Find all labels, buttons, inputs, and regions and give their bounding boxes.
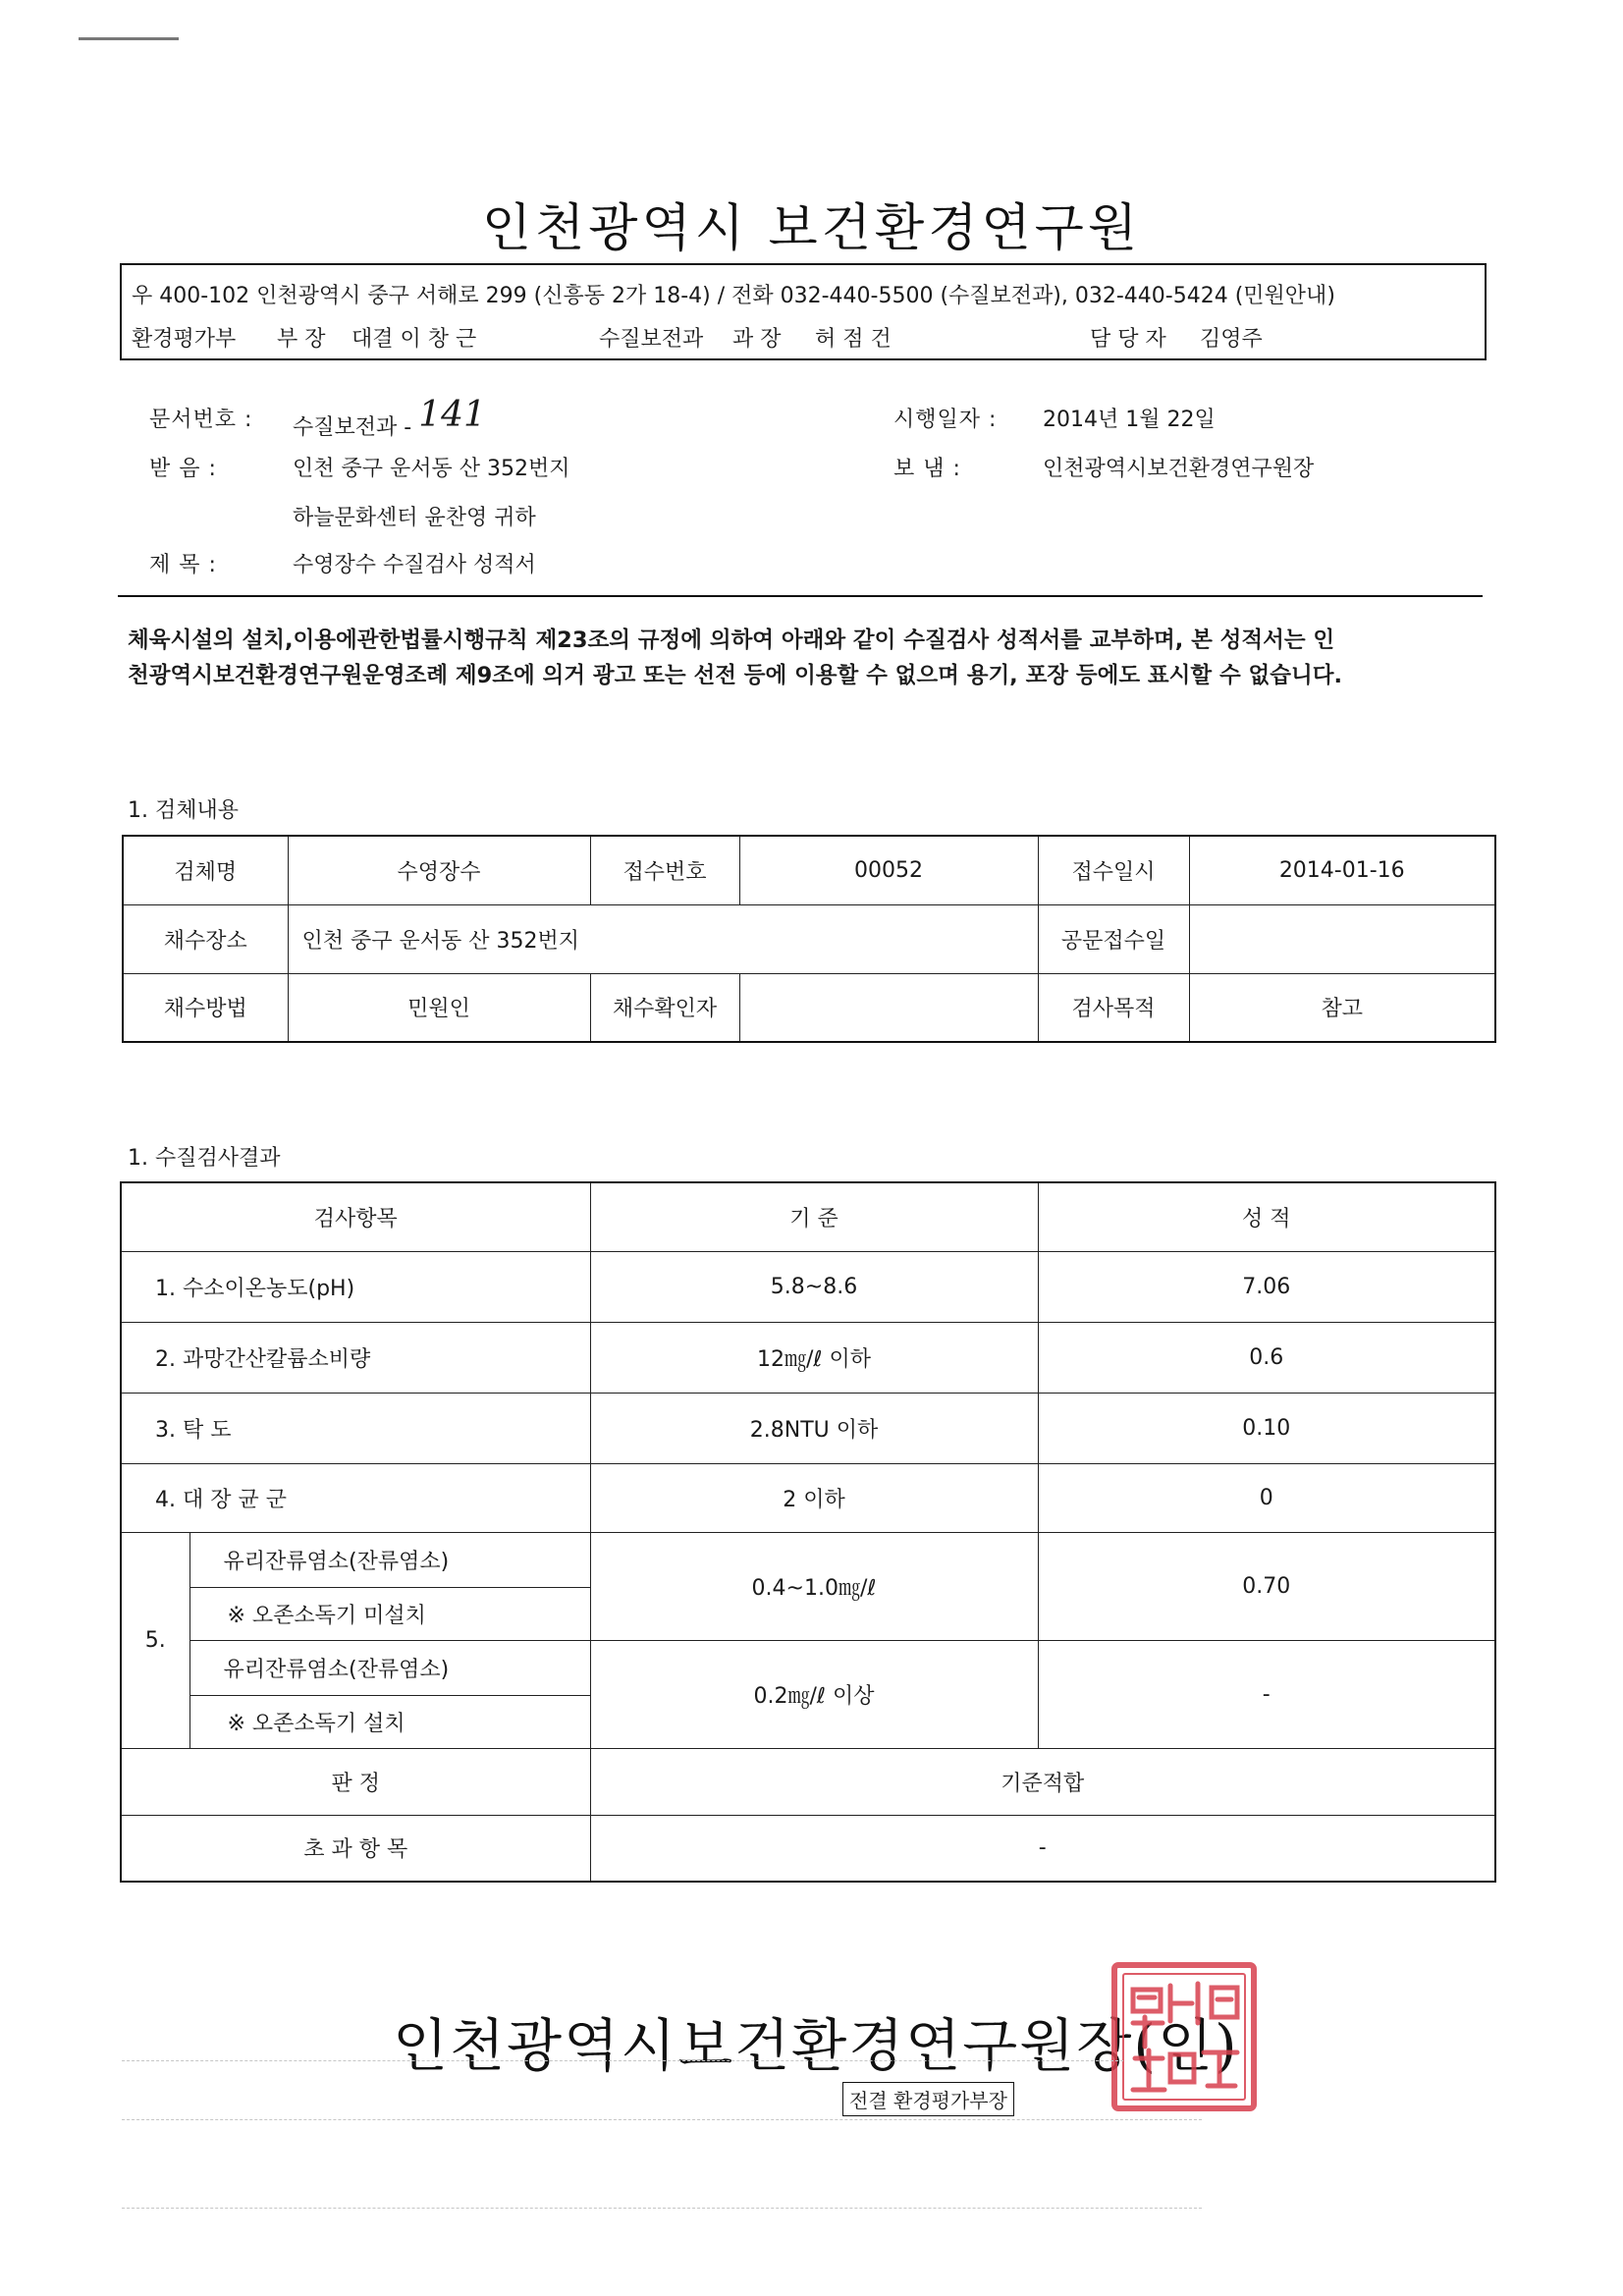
legal-notice bbox=[128, 623, 1483, 693]
subject: 수영장수 수질검사 성적서 bbox=[293, 553, 536, 577]
confirmer bbox=[739, 973, 1038, 1042]
table-row bbox=[123, 904, 1495, 973]
result-ph: 7.06 bbox=[1038, 1251, 1495, 1322]
col-standard-header: 기 준 bbox=[590, 1182, 1038, 1251]
sample-section-title: 1. 검체내용 bbox=[128, 798, 239, 823]
purpose-label: 검사목적 bbox=[1038, 973, 1189, 1042]
standard-chlorine-a: 0.4~1.0㎎/ℓ bbox=[590, 1532, 1038, 1640]
item-chlorine-b: 유리잔류염소(잔류염소) bbox=[189, 1640, 590, 1695]
faint-line bbox=[122, 2208, 1202, 2210]
sample-name: 수영장수 bbox=[288, 836, 590, 904]
faint-line bbox=[122, 2119, 1202, 2121]
row5-number: 5. bbox=[121, 1532, 189, 1748]
judgement: 기준적합 bbox=[590, 1748, 1495, 1815]
table-row bbox=[121, 1815, 1495, 1882]
table-row bbox=[121, 1640, 1495, 1695]
approver-name: 대결 이 창 근 bbox=[352, 327, 477, 352]
confirmer-label: 채수확인자 bbox=[590, 973, 739, 1042]
col-result-header: 성 적 bbox=[1038, 1182, 1495, 1251]
method-label: 채수방법 bbox=[123, 973, 288, 1042]
result-kmno4: 0.6 bbox=[1038, 1322, 1495, 1393]
legal-notice-line-2: 천광역시보건환경연구원운영조례 제9조에 의거 광고 또는 선전 등에 이용할 수 없으며 용기, 포장 등에도 표시할 수 없습니다. bbox=[128, 663, 1343, 688]
sender-label: 보 냄 : bbox=[893, 457, 961, 481]
sender: 인천광역시보건환경연구원장 bbox=[1043, 457, 1315, 481]
recipient-name: 하늘문화센터 윤찬영 귀하 bbox=[293, 506, 536, 530]
sample-info-table bbox=[122, 835, 1496, 1043]
effective-date-label: 시행일자 : bbox=[893, 408, 998, 432]
receipt-no: 00052 bbox=[739, 836, 1038, 904]
receipt-date: 2014-01-16 bbox=[1189, 836, 1495, 904]
result-chlorine-b: - bbox=[1038, 1640, 1495, 1748]
divider bbox=[118, 595, 1483, 597]
receipt-date-label: 접수일시 bbox=[1038, 836, 1189, 904]
table-row bbox=[121, 1748, 1495, 1815]
table-row bbox=[123, 973, 1495, 1042]
item-coliform: 4. 대 장 균 군 bbox=[121, 1463, 590, 1532]
site: 인천 중구 운서동 산 352번지 bbox=[288, 904, 1038, 973]
doc-number-prefix: 수질보전과 - bbox=[293, 415, 412, 440]
purpose: 참고 bbox=[1189, 973, 1495, 1042]
exceed: - bbox=[590, 1815, 1495, 1882]
exceed-label: 초 과 항 목 bbox=[121, 1815, 590, 1882]
section-title: 과 장 bbox=[732, 327, 782, 352]
table-row bbox=[121, 1251, 1495, 1322]
result-chlorine-a: 0.70 bbox=[1038, 1532, 1495, 1640]
table-row bbox=[123, 836, 1495, 904]
header-info-box bbox=[120, 263, 1487, 360]
results-section-title: 1. 수질검사결과 bbox=[128, 1146, 281, 1171]
section-dept: 수질보전과 bbox=[599, 327, 704, 352]
judgement-label: 판 정 bbox=[121, 1748, 590, 1815]
page-title: 인천광역시 보건환경연구원 bbox=[481, 199, 1142, 258]
doc-number-label: 문서번호 : bbox=[149, 408, 253, 432]
result-turbidity: 0.10 bbox=[1038, 1393, 1495, 1463]
item-kmno4: 2. 과망간산칼륨소비량 bbox=[121, 1322, 590, 1393]
issuer-name: 인천광역시보건환경연구원장(인) bbox=[393, 2012, 1239, 2079]
table-row bbox=[121, 1463, 1495, 1532]
col-item-header: 검사항목 bbox=[121, 1182, 590, 1251]
results-table bbox=[120, 1181, 1496, 1883]
seal-stamp bbox=[1114, 1965, 1254, 2108]
sample-name-label: 검체명 bbox=[123, 836, 288, 904]
scan-mark bbox=[79, 37, 179, 40]
method: 민원인 bbox=[288, 973, 590, 1042]
recipient-address: 인천 중구 운서동 산 352번지 bbox=[293, 457, 570, 481]
doc-number bbox=[293, 395, 486, 443]
officer-name: 김영주 bbox=[1200, 327, 1263, 352]
officer-title: 담 당 자 bbox=[1090, 327, 1166, 352]
delegate-label: 전결 환경평가부장 bbox=[842, 2082, 1014, 2116]
address-line: 우 400-102 인천광역시 중구 서해로 299 (신흥동 2가 18-4) / 전화 032-440-5500 (수질보전과), 032-440-5424 (민원안내) bbox=[132, 284, 1335, 308]
table-row bbox=[121, 1322, 1495, 1393]
recipient-label: 받 음 : bbox=[149, 457, 217, 481]
standard-kmno4: 12㎎/ℓ 이하 bbox=[590, 1322, 1038, 1393]
approver-dept: 환경평가부 bbox=[132, 327, 237, 352]
note-chlorine-b: ※ 오존소독기 설치 bbox=[189, 1695, 590, 1748]
official-date bbox=[1189, 904, 1495, 973]
table-row bbox=[121, 1393, 1495, 1463]
official-date-label: 공문접수일 bbox=[1038, 904, 1189, 973]
standard-chlorine-b: 0.2㎎/ℓ 이상 bbox=[590, 1640, 1038, 1748]
effective-date: 2014년 1월 22일 bbox=[1043, 408, 1216, 432]
receipt-no-label: 접수번호 bbox=[590, 836, 739, 904]
standard-ph: 5.8~8.6 bbox=[590, 1251, 1038, 1322]
official-seal bbox=[1109, 1960, 1259, 2113]
approver-title: 부 장 bbox=[277, 327, 326, 352]
item-chlorine-a: 유리잔류염소(잔류염소) bbox=[189, 1532, 590, 1587]
site-label: 채수장소 bbox=[123, 904, 288, 973]
result-coliform: 0 bbox=[1038, 1463, 1495, 1532]
results-header-row bbox=[121, 1182, 1495, 1251]
standard-coliform: 2 이하 bbox=[590, 1463, 1038, 1532]
faint-line bbox=[122, 2060, 1123, 2062]
note-chlorine-a: ※ 오존소독기 미설치 bbox=[189, 1587, 590, 1640]
table-row bbox=[121, 1532, 1495, 1587]
item-ph: 1. 수소이온농도(pH) bbox=[121, 1251, 590, 1322]
standard-turbidity: 2.8NTU 이하 bbox=[590, 1393, 1038, 1463]
section-name: 허 점 건 bbox=[815, 327, 892, 352]
doc-number-handwritten: 141 bbox=[418, 395, 486, 435]
item-turbidity: 3. 탁 도 bbox=[121, 1393, 590, 1463]
legal-notice-line-1: 체육시설의 설치,이용에관한법률시행규칙 제23조의 규정에 의하여 아래와 같이 수질검사 성적서를 교부하며, 본 성적서는 인 bbox=[128, 628, 1335, 653]
subject-label: 제 목 : bbox=[149, 553, 217, 577]
